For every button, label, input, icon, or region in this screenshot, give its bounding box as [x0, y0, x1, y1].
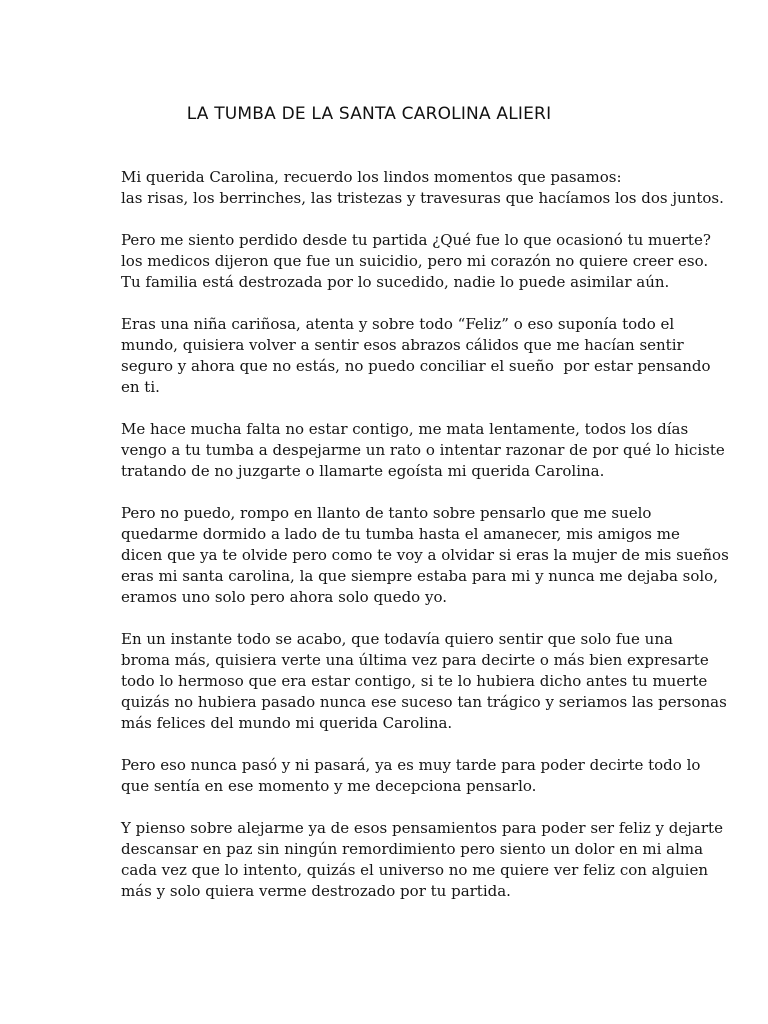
- text-line: Pero me siento perdido desde tu partida ¿Qué fue lo que ocasionó tu muerte?: [121, 231, 711, 249]
- text-line: más y solo quiera verme destrozado por tu partida.: [121, 882, 511, 900]
- text-line: Mi querida Carolina, recuerdo los lindos momentos que pasamos:: [121, 168, 622, 186]
- text-line: las risas, los berrinches, las tristezas y travesuras que hacíamos los dos juntos.: [121, 189, 724, 207]
- text-line: descansar en paz sin ningún remordimiento pero siento un dolor en mi alma: [121, 840, 704, 858]
- text-line: en ti.: [121, 378, 160, 396]
- text-line: quedarme dormido a lado de tu tumba hasta el amanecer, mis amigos me: [121, 525, 680, 543]
- text-line: Eras una niña cariñosa, atenta y sobre todo “Feliz” o eso suponía todo el: [121, 315, 675, 333]
- text-line: quizás no hubiera pasado nunca ese suceso tan trágico y seriamos las personas: [121, 693, 727, 711]
- text-line: Pero eso nunca pasó y ni pasará, ya es muy tarde para poder decirte todo lo: [121, 756, 701, 774]
- paragraph: [121, 755, 701, 797]
- text-line: más felices del mundo mi querida Carolina.: [121, 714, 453, 732]
- text-line: todo lo hermoso que era estar contigo, si te lo hubiera dicho antes tu muerte: [121, 672, 708, 690]
- text-line: tratando de no juzgarte o llamarte egoísta mi querida Carolina.: [121, 462, 605, 480]
- text-line: dicen que ya te olvide pero como te voy a olvidar si eras la mujer de mis sueños: [121, 546, 729, 564]
- paragraph: [121, 503, 729, 608]
- text-line: Tu familia está destrozada por lo sucedido, nadie lo puede asimilar aún.: [121, 273, 670, 291]
- paragraph: [121, 629, 727, 734]
- document-title: LA TUMBA DE LA SANTA CAROLINA ALIERI: [186, 104, 552, 124]
- text-line: broma más, quisiera verte una última vez para decirte o más bien expresarte: [121, 651, 709, 669]
- text-line: En un instante todo se acabo, que todavía quiero sentir que solo fue una: [121, 630, 673, 648]
- paragraph: [121, 167, 724, 209]
- text-line: Pero no puedo, rompo en llanto de tanto sobre pensarlo que me suelo: [121, 504, 652, 522]
- text-line: eras mi santa carolina, la que siempre estaba para mi y nunca me dejaba solo,: [121, 567, 718, 585]
- text-line: Y pienso sobre alejarme ya de esos pensamientos para poder ser feliz y dejarte: [121, 819, 723, 837]
- paragraph: [121, 818, 723, 902]
- text-line: que sentía en ese momento y me decepciona pensarlo.: [121, 777, 537, 795]
- text-line: mundo, quisiera volver a sentir esos abrazos cálidos que me hacían sentir: [121, 336, 684, 354]
- document-body: [121, 167, 729, 923]
- paragraph: [121, 419, 725, 482]
- text-line: seguro y ahora que no estás, no puedo conciliar el sueño por estar pensando: [121, 357, 711, 375]
- text-line: eramos uno solo pero ahora solo quedo yo.: [121, 588, 447, 606]
- text-line: vengo a tu tumba a despejarme un rato o intentar razonar de por qué lo hiciste: [121, 441, 725, 459]
- paragraph: [121, 230, 711, 293]
- paragraph: [121, 314, 711, 398]
- text-line: Me hace mucha falta no estar contigo, me mata lentamente, todos los días: [121, 420, 689, 438]
- text-line: cada vez que lo intento, quizás el universo no me quiere ver feliz con alguien: [121, 861, 709, 879]
- text-line: los medicos dijeron que fue un suicidio, pero mi corazón no quiere creer eso.: [121, 252, 709, 270]
